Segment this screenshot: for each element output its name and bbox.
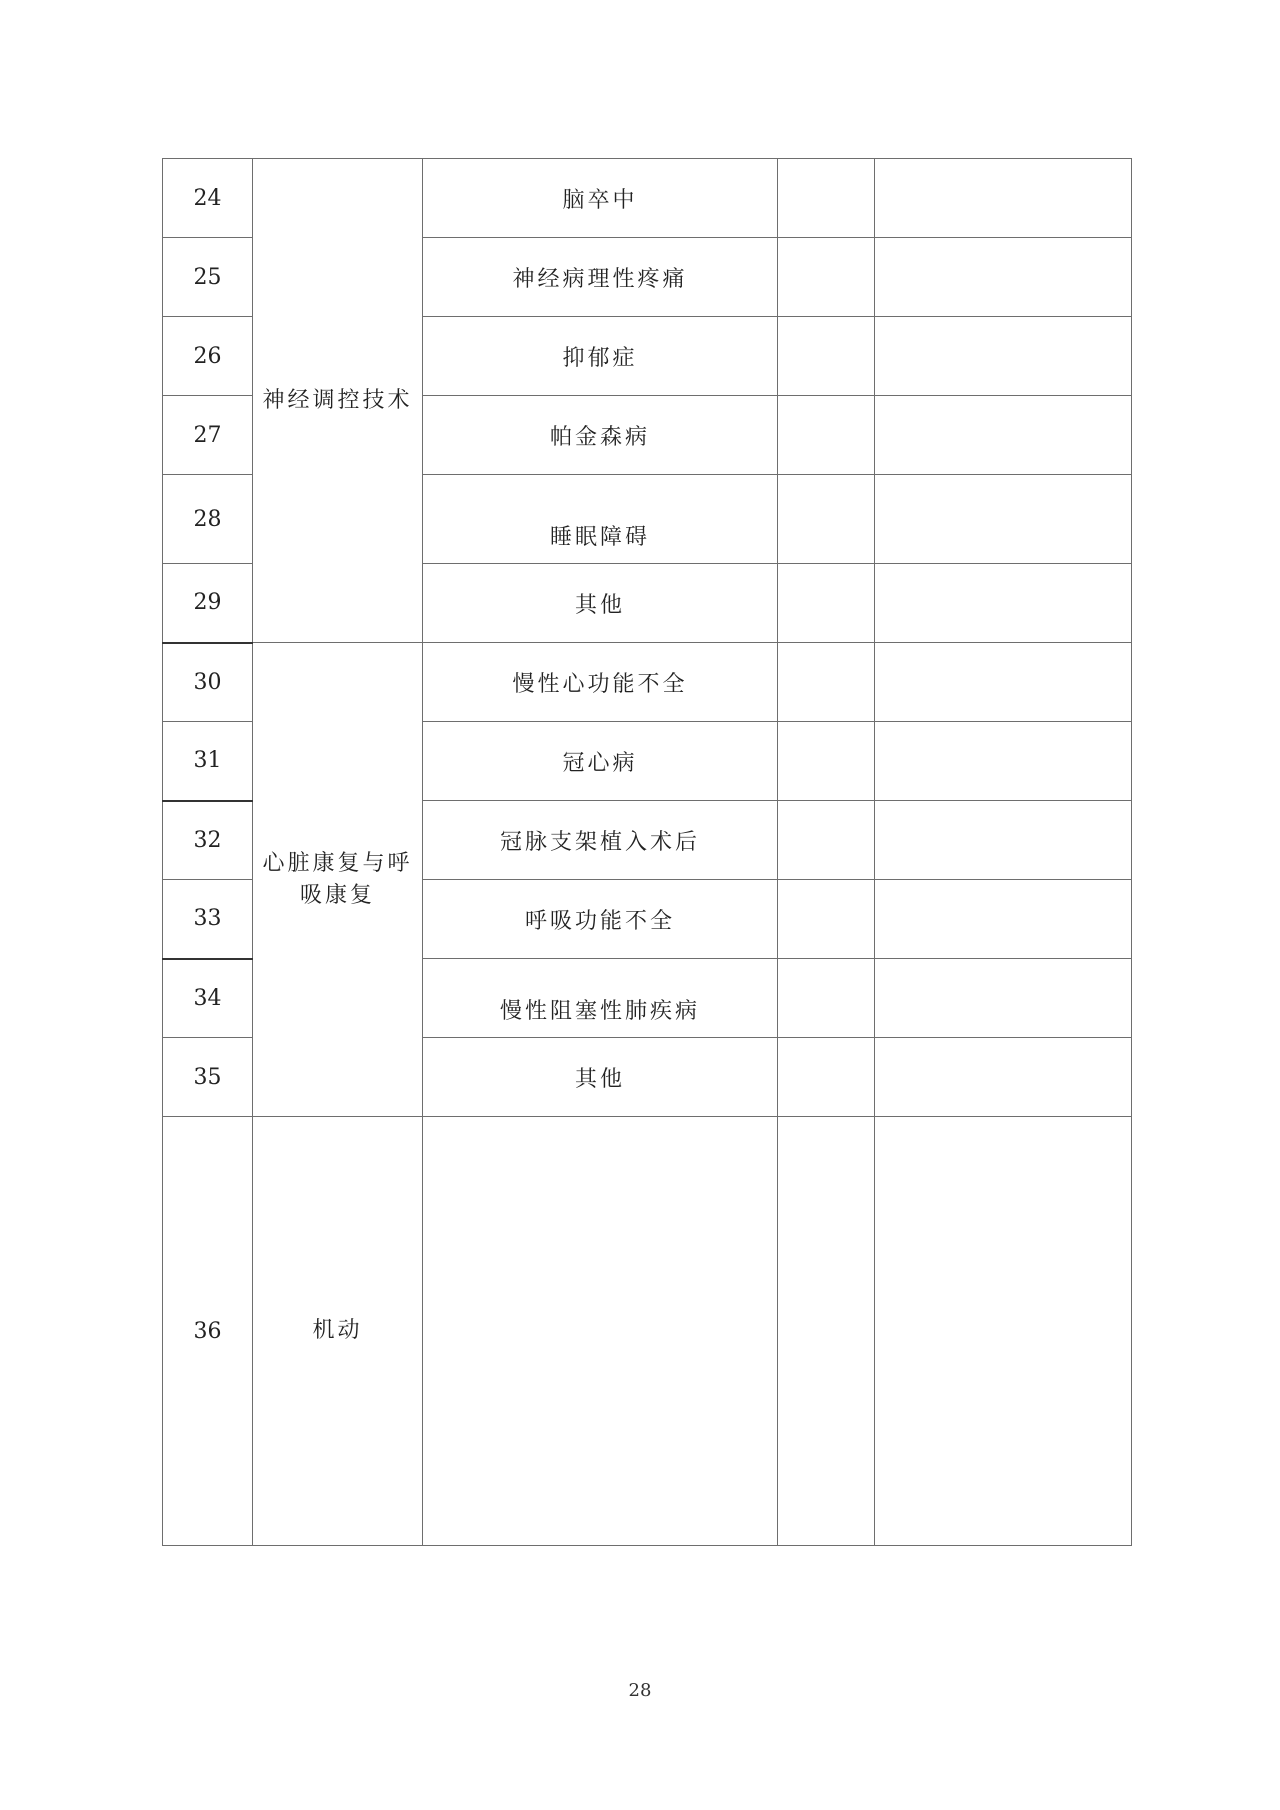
row-number: 27 <box>163 396 253 475</box>
item-name: 冠脉支架植入术后 <box>423 801 778 880</box>
empty-cell <box>875 238 1132 317</box>
empty-cell <box>875 564 1132 643</box>
item-name <box>423 1117 778 1546</box>
empty-cell <box>778 1038 875 1117</box>
empty-cell <box>778 643 875 722</box>
item-name: 抑郁症 <box>423 317 778 396</box>
empty-cell <box>875 722 1132 801</box>
empty-cell <box>778 159 875 238</box>
empty-cell <box>875 396 1132 475</box>
row-number: 26 <box>163 317 253 396</box>
empty-cell <box>778 880 875 959</box>
empty-cell <box>778 564 875 643</box>
item-name: 神经病理性疼痛 <box>423 238 778 317</box>
empty-cell <box>875 317 1132 396</box>
empty-cell <box>875 801 1132 880</box>
row-number: 29 <box>163 564 253 643</box>
empty-cell <box>778 1117 875 1546</box>
empty-cell <box>778 722 875 801</box>
category-cardiac-respiratory-rehab: 心脏康复与呼吸康复 <box>253 643 423 1117</box>
item-name: 其他 <box>423 564 778 643</box>
item-name: 脑卒中 <box>423 159 778 238</box>
row-number: 36 <box>163 1117 253 1546</box>
row-number: 32 <box>163 801 253 880</box>
table-row <box>163 1117 1132 1546</box>
row-number: 35 <box>163 1038 253 1117</box>
item-name: 慢性心功能不全 <box>423 643 778 722</box>
empty-cell <box>778 238 875 317</box>
empty-cell <box>778 475 875 564</box>
empty-cell <box>875 475 1132 564</box>
project-table <box>162 158 1132 1546</box>
item-name: 睡眠障碍 <box>423 475 778 564</box>
empty-cell <box>875 1117 1132 1546</box>
empty-cell <box>778 396 875 475</box>
empty-cell <box>778 959 875 1038</box>
table-row <box>163 159 1132 238</box>
category-mobile: 机动 <box>253 1117 423 1546</box>
row-number: 34 <box>163 959 253 1038</box>
page-number: 28 <box>628 1680 652 1701</box>
empty-cell <box>875 959 1132 1038</box>
item-name: 其他 <box>423 1038 778 1117</box>
empty-cell <box>875 643 1132 722</box>
category-neuromodulation: 神经调控技术 <box>253 159 423 643</box>
row-number: 25 <box>163 238 253 317</box>
empty-cell <box>875 1038 1132 1117</box>
row-number: 33 <box>163 880 253 959</box>
row-number: 24 <box>163 159 253 238</box>
item-name: 呼吸功能不全 <box>423 880 778 959</box>
empty-cell <box>875 880 1132 959</box>
item-name: 帕金森病 <box>423 396 778 475</box>
row-number: 28 <box>163 475 253 564</box>
empty-cell <box>778 317 875 396</box>
empty-cell <box>778 801 875 880</box>
empty-cell <box>875 159 1132 238</box>
item-name: 冠心病 <box>423 722 778 801</box>
item-name: 慢性阻塞性肺疾病 <box>423 959 778 1038</box>
table-row <box>163 643 1132 722</box>
row-number: 30 <box>163 643 253 722</box>
row-number: 31 <box>163 722 253 801</box>
